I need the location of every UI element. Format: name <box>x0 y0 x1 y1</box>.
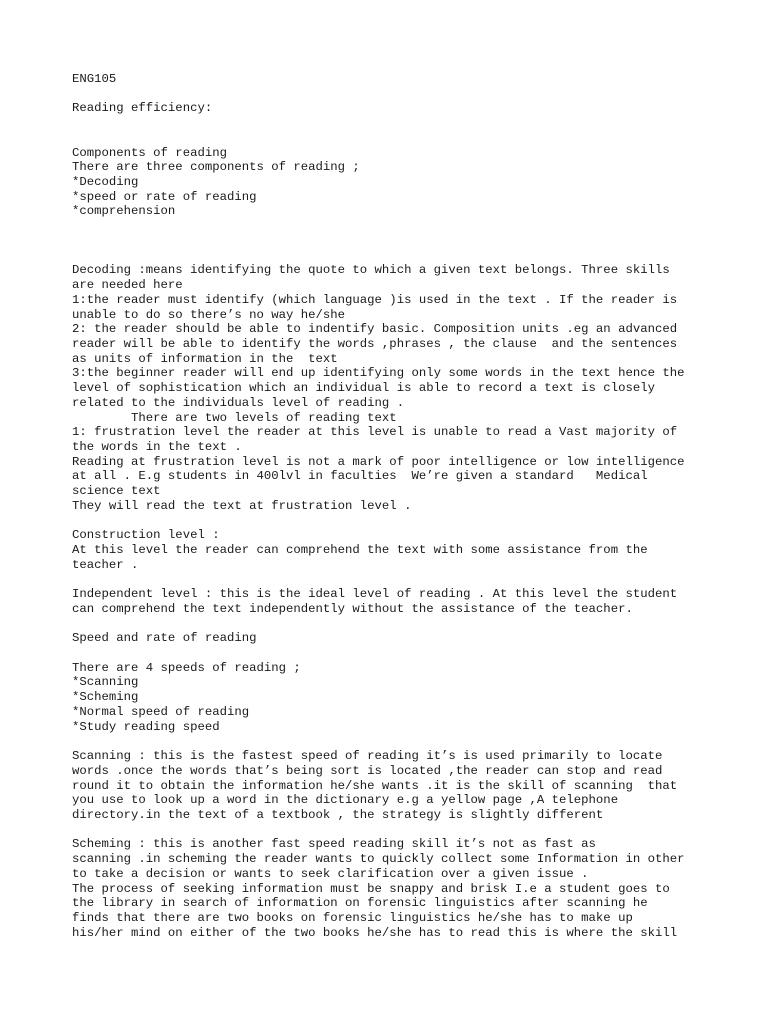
text-line: Independent level : this is the ideal level of reading . At this level the student <box>72 587 678 602</box>
text-line: Scheming : this is another fast speed reading skill it’s not as fast as <box>72 837 596 852</box>
text-line: are needed here <box>72 278 183 293</box>
text-line: Decoding :means identifying the quote to which a given text belongs. Three skills <box>72 263 670 278</box>
blank-line <box>72 219 712 234</box>
blank-line <box>72 87 712 102</box>
text-line: There are 4 speeds of reading ; <box>72 660 301 675</box>
text-line: related to the individuals level of reading . <box>72 395 405 410</box>
text-line: 1: frustration level the reader at this level is unable to read a Vast majority of <box>72 425 678 440</box>
text-line: his/her mind on either of the two books he/she has to read this is where the skill <box>72 925 678 940</box>
text-line: There are three components of reading ; <box>72 160 360 175</box>
text-line: Speed and rate of reading <box>72 631 257 646</box>
text-line: directory.in the text of a textbook , the strategy is slightly different <box>72 807 604 822</box>
text-line: Components of reading <box>72 145 227 160</box>
text-line: *Scheming <box>72 690 139 705</box>
text-line: *Study reading speed <box>72 719 220 734</box>
blank-line <box>72 823 712 838</box>
text-line: Construction level : <box>72 528 220 543</box>
text-line: Scanning : this is the fastest speed of reading it’s is used primarily to locate <box>72 749 663 764</box>
text-line: 1:the reader must identify (which language )is used in the text . If the reader is <box>72 292 678 307</box>
text-line: 2: the reader should be able to indentify basic. Composition units .eg an advanced <box>72 322 678 337</box>
text-line: at all . E.g students in 400lvl in faculties We’re given a standard Medical <box>72 469 648 484</box>
text-line: science text <box>72 484 161 499</box>
text-line: scanning .in scheming the reader wants to quickly collect some Information in other <box>72 852 685 867</box>
text-line: At this level the reader can comprehend the text with some assistance from the <box>72 543 648 557</box>
text-line: the library in search of information on forensic linguistics after scanning he <box>72 896 648 911</box>
text-line: *comprehension <box>72 204 176 219</box>
text-line: can comprehend the text independently without the assistance of the teacher. <box>72 601 633 616</box>
text-line: They will read the text at frustration level . <box>72 498 412 513</box>
text-line: There are two levels of reading text <box>72 410 397 425</box>
text-line: teacher . <box>72 557 139 572</box>
text-line: finds that there are two books on forensic linguistics he/she has to make up <box>72 910 633 925</box>
text-line: *Decoding <box>72 175 139 190</box>
text-line: you use to look up a word in the dictionary e.g a yellow page ,A telephone <box>72 793 619 808</box>
blank-line <box>72 734 712 749</box>
text-line: unable to do so there’s no way he/she <box>72 307 346 322</box>
text-line: ENG105 <box>72 72 117 86</box>
text-line: The process of seeking information must be snappy and brisk I.e a student goes to <box>72 881 670 896</box>
blank-line <box>72 116 712 131</box>
text-line: the words in the text . <box>72 439 242 454</box>
text-line: round it to obtain the information he/she wants .it is the skill of scanning that <box>72 778 678 793</box>
blank-line <box>72 617 712 632</box>
text-line: as units of information in the text <box>72 351 338 366</box>
text-line: *Scanning <box>72 675 139 690</box>
blank-line <box>72 249 712 264</box>
text-line: to take a decision or wants to seek clarification over a given issue . <box>72 866 589 881</box>
text-line: 3:the beginner reader will end up identifying only some words in the text hence the <box>72 366 685 381</box>
blank-line <box>72 572 712 587</box>
blank-line <box>72 514 712 529</box>
text-line: Reading efficiency: <box>72 101 213 116</box>
blank-line <box>72 234 712 249</box>
document-body <box>72 72 712 940</box>
text-line: reader will be able to identify the words ,phrases , the clause and the sentences <box>72 336 678 351</box>
blank-line <box>72 646 712 661</box>
text-line: *speed or rate of reading <box>72 189 257 204</box>
text-line: level of sophistication which an individual is able to record a text is closely <box>72 381 655 396</box>
blank-line <box>72 131 712 146</box>
text-line: Reading at frustration level is not a mark of poor intelligence or low intelligence <box>72 454 685 469</box>
text-line: words .once the words that’s being sort is located ,the reader can stop and read <box>72 763 663 778</box>
text-line: *Normal speed of reading <box>72 704 250 719</box>
